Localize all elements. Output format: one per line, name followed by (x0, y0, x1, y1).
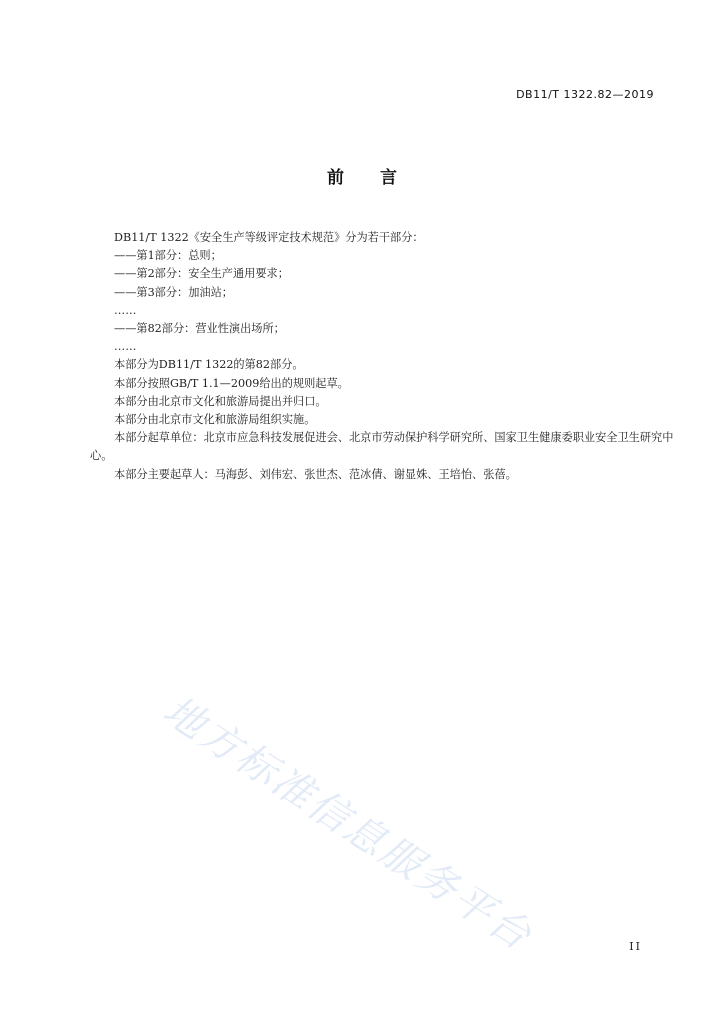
page-number: II (629, 940, 642, 953)
paragraph-series-intro: DB11/T 1322《安全生产等级评定技术规范》分为若干部分： (114, 231, 424, 244)
watermark-text: 地方标准信息服务平台 (155, 687, 541, 961)
list-item-part-2: ——第2部分：安全生产通用要求； (114, 267, 289, 281)
page-title: 前言 (327, 168, 433, 188)
paragraph-drafting-rules: 本部分按照GB/T 1.1—2009给出的规则起草。 (114, 376, 349, 390)
document-code: DB11/T 1322.82—2019 (516, 88, 654, 101)
paragraph-proposer: 本部分由北京市文化和旅游局提出并归口。 (114, 394, 327, 408)
paragraph-part-statement: 本部分为DB11/T 1322的第82部分。 (114, 358, 304, 372)
list-ellipsis: …… (114, 340, 137, 354)
list-ellipsis: …… (114, 303, 137, 317)
list-item-part-82: ——第82部分：营业性演出场所； (114, 322, 285, 336)
paragraph-implementer: 本部分由北京市文化和旅游局组织实施。 (114, 413, 316, 427)
paragraph-drafters: 本部分主要起草人：马海彭、刘伟宏、张世杰、范冰倩、谢显姝、王培怡、张蓓。 (114, 467, 517, 481)
foreword-body (90, 229, 680, 484)
list-item-part-1: ——第1部分：总则； (114, 249, 222, 263)
paragraph-drafting-units: 本部分起草单位：北京市应急科技发展促进会、北京市劳动保护科学研究所、国家卫生健康委职业安全卫生研究中心。 (90, 431, 674, 463)
list-item-part-3: ——第3部分：加油站； (114, 285, 233, 299)
